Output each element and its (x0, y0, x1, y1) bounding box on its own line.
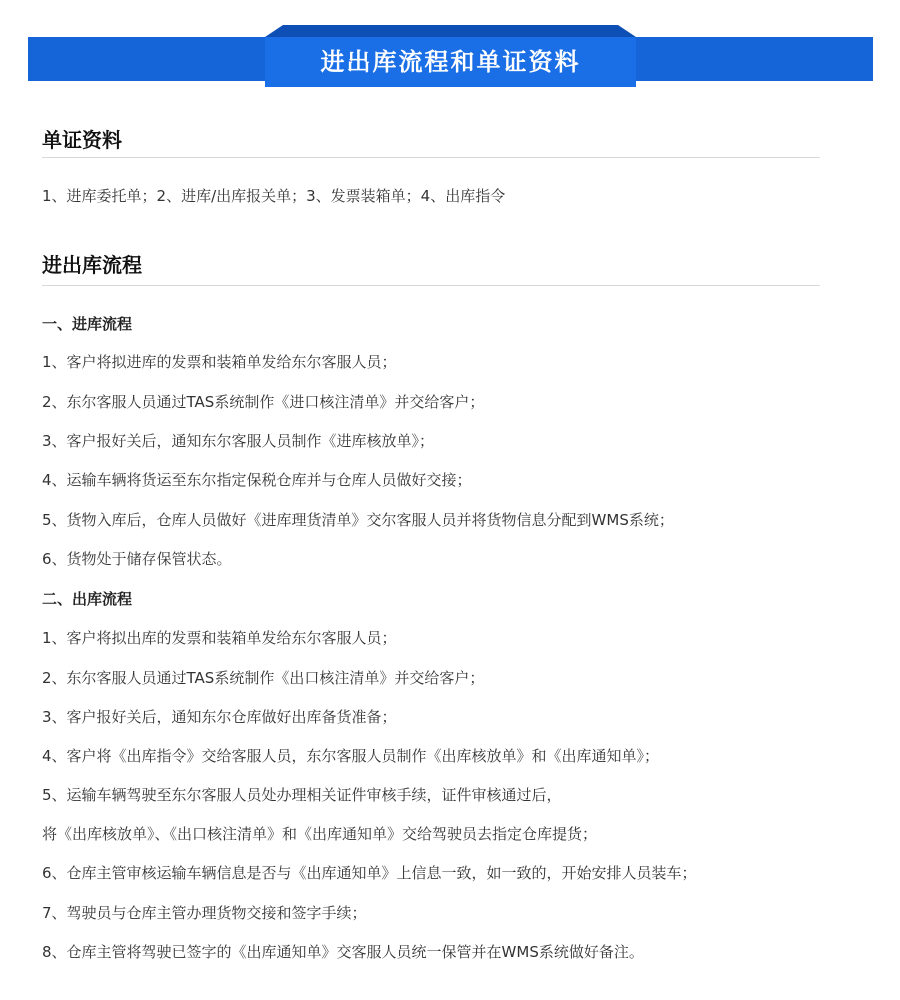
inbound-step: 4、运输车辆将货运至东尔指定保税仓库并与仓库人员做好交接； (42, 471, 472, 489)
outbound-step: 8、仓库主管将驾驶已签字的《出库通知单》交客服人员统一保管并在WMS系统做好备注。 (42, 943, 644, 961)
outbound-step: 3、客户报好关后，通知东尔仓库做好出库备货准备； (42, 708, 397, 726)
outbound-step: 5、运输车辆驾驶至东尔客服人员处办理相关证件审核手续，证件审核通过后， (42, 786, 562, 804)
inbound-step: 1、客户将拟进库的发票和装箱单发给东尔客服人员； (42, 353, 397, 371)
process-section-title: 进出库流程 (42, 253, 142, 277)
outbound-step-continuation: 将《出库核放单》、《出口核注清单》和《出库通知单》交给驾驶员去指定仓库提货； (42, 825, 598, 843)
outbound-step: 1、客户将拟出库的发票和装箱单发给东尔客服人员； (42, 629, 397, 647)
outbound-step: 4、客户将《出库指令》交给客服人员，东尔客服人员制作《出库核放单》和《出库通知单》； (42, 747, 660, 765)
page-title: 进出库流程和单证资料 (320, 47, 581, 76)
inbound-step: 3、客户报好关后，通知东尔客服人员制作《进库核放单》； (42, 432, 435, 450)
inbound-step: 5、货物入库后，仓库人员做好《进库理货清单》交尔客服人员并将货物信息分配到WMS系统； (42, 511, 674, 529)
outbound-heading: 二、出库流程 (42, 590, 133, 608)
outbound-step: 6、仓库主管审核运输车辆信息是否与《出库通知单》上信息一致，如一致的，开始安排人员装车； (42, 864, 697, 882)
documents-list-text: 1、进库委托单；2、进库/出库报关单；3、发票装箱单；4、出库指令 (42, 187, 506, 205)
outbound-step: 7、驾驶员与仓库主管办理货物交接和签字手续； (42, 904, 367, 922)
inbound-step: 6、货物处于储存保管状态。 (42, 550, 232, 568)
inbound-heading: 一、进库流程 (42, 315, 133, 333)
process-divider (42, 285, 820, 286)
title-banner-tab (265, 25, 636, 87)
outbound-step: 2、东尔客服人员通过TAS系统制作《出口核注清单》并交给客户； (42, 669, 485, 687)
inbound-step: 2、东尔客服人员通过TAS系统制作《进口核注清单》并交给客户； (42, 393, 485, 411)
documents-section-title: 单证资料 (42, 128, 122, 152)
documents-divider (42, 157, 820, 158)
